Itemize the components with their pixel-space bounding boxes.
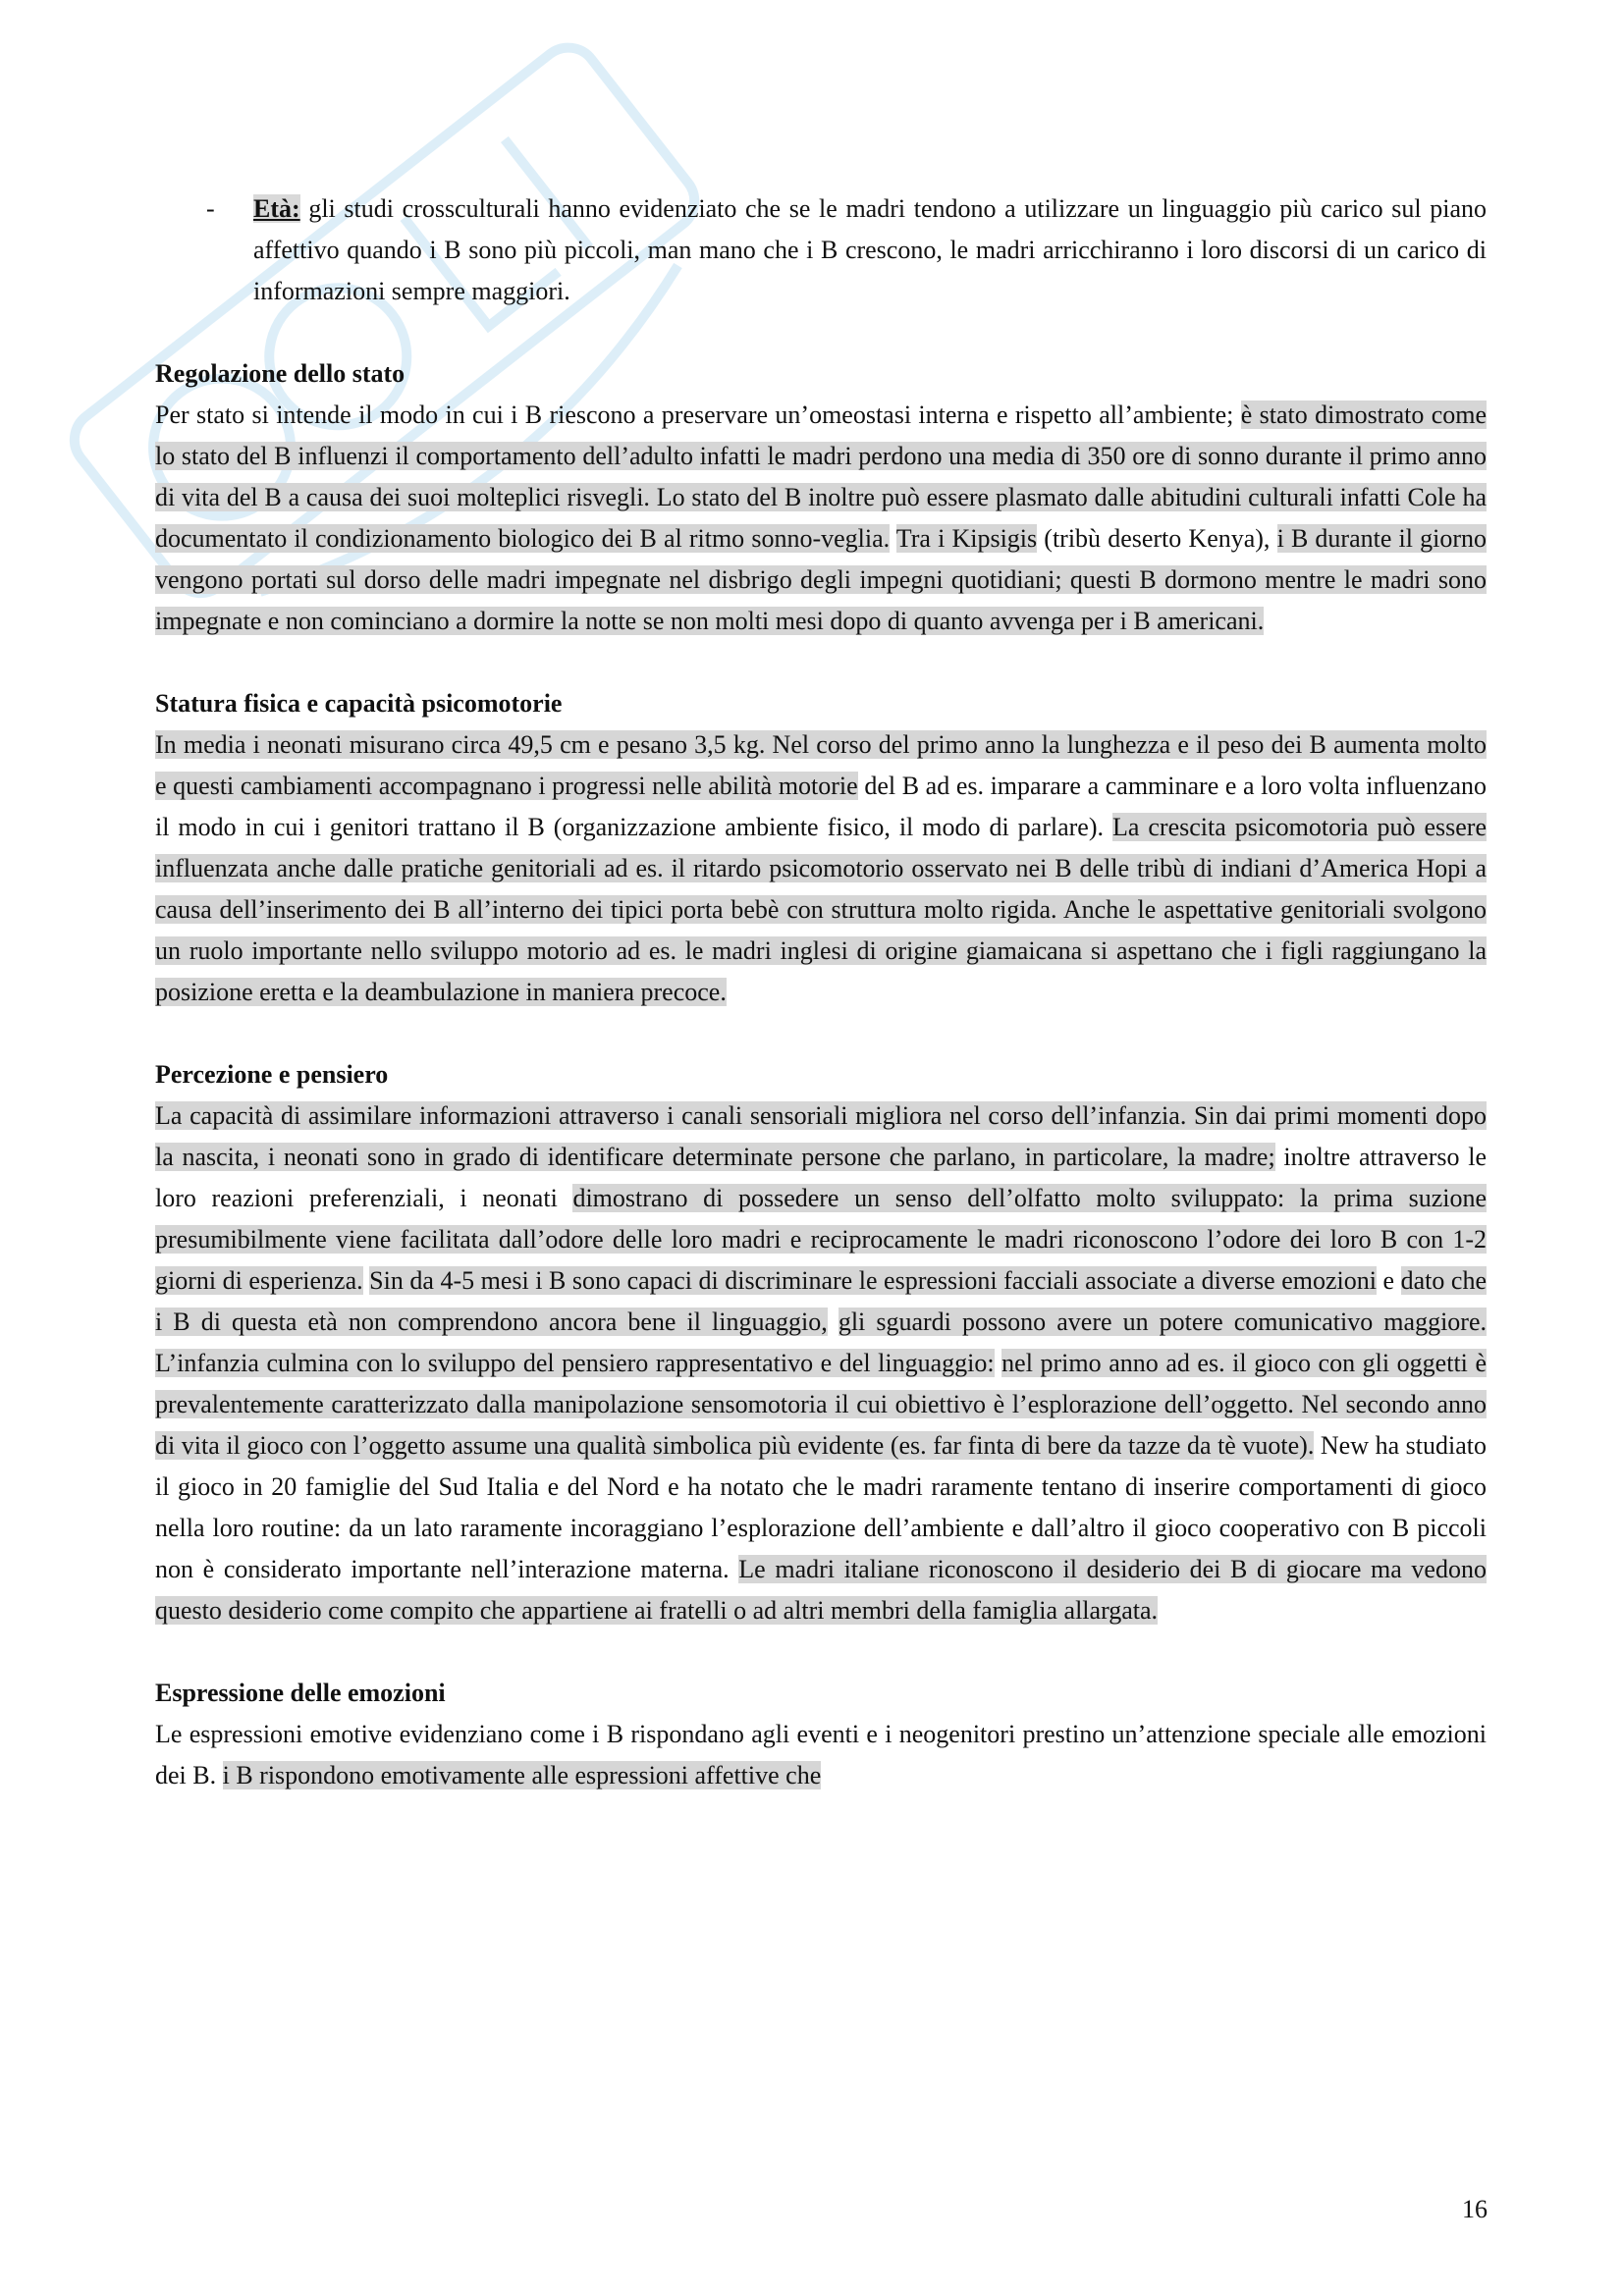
section-heading: Percezione e pensiero [155,1060,389,1089]
text-run: e [1377,1266,1401,1295]
highlighted-text: Sin da 4-5 mesi i B sono capaci di discriminare le espressioni facciali associate a diverse emozioni [369,1266,1377,1295]
highlighted-text: In media i neonati misurano circa 49,5 cm e pesano 3,5 kg. Nel corso del primo anno la lunghezza e il peso dei B aumenta molto e questi cambiamenti accompagnano i progressi nelle abilità motorie [155,730,1487,800]
page-number: 16 [1462,2195,1488,2223]
section-paragraph [155,724,1487,1013]
highlighted-text: i B durante il giorno vengono portati sul dorso delle madri impegnate nel disbrigo degli impegni quotidiani; questi B dormono mentre le madri sono impegnate e non cominciano a dormire la notte se non molti mesi dopo di quanto avvenga per i B americani. [155,524,1487,635]
text-run: Per stato si intende il modo in cui i B riescono a preservare un’omeostasi interna e rispetto all’ambiente; [155,400,1241,429]
highlighted-text: L’infanzia culmina con lo sviluppo del pensiero rappresentativo e del linguaggio: [155,1349,995,1377]
section-paragraph [155,395,1487,642]
highlighted-text: La crescita psicomotoria può essere influenzata anche dalle pratiche genitoriali ad es. il ritardo psicomotorio osservato nei B delle tribù di indiani d’America Hopi a causa dell’inserimento dei B all’interno dei tipici porta bebè con struttura molto rigida. Anche le aspettative genitoriali svolgono un ruolo importante nello sviluppo motorio ad es. le madri inglesi di origine giamaicana si aspettano che i figli raggiungano la posizione eretta e la deambulazione in maniera precoce. [155,813,1487,1006]
section-paragraph [155,1714,1487,1796]
text-run: inoltre attraverso le loro reazioni preferenziali, i neonati [155,1143,1487,1212]
section-regolazione-dello-stato [155,353,1487,642]
section-heading: Espressione delle emozioni [155,1679,446,1707]
bullet-label: Età: [253,194,300,223]
highlighted-text: nel primo anno ad es. il gioco con gli oggetti è prevalentemente caratterizzato dalla manipolazione sensomotoria il cui obiettivo è l’esplorazione dell’oggetto. Nel secondo anno di vita il gioco con l’oggetto assume una qualità simbolica più evidente (es. far finta di bere da tazze da tè vuote). [155,1349,1488,1460]
bullet-eta [155,188,1487,312]
section-percezione-e-pensiero [155,1054,1487,1631]
section-paragraph [155,1095,1487,1631]
highlighted-text: Tra i Kipsigis [895,524,1038,553]
text-run: Le espressioni emotive evidenziano come i B rispondano agli eventi e i neogenitori prestino un’attenzione speciale alle emozioni dei B. [155,1720,1487,1789]
section-heading: Statura fisica e capacità psicomotorie [155,689,563,718]
sections-container [155,353,1487,1796]
highlighted-text: gli sguardi possono avere un potere comunicativo maggiore. [838,1308,1487,1336]
text-run [828,1308,839,1336]
highlighted-text: La capacità di assimilare informazioni attraverso i canali sensoriali migliora nel corso dell’infanzia. Sin dai primi momenti dopo la nascita, i neonati sono in grado di identificare determinate persone che parlano, in particolare, la madre; [155,1101,1487,1171]
bullet-text: gli studi crossculturali hanno evidenziato che se le madri tendono a utilizzare un linguaggio più carico sul piano affettivo quando i B sono più piccoli, man mano che i B crescono, le madri arricchiranno i loro discorsi di un carico di informazioni sempre maggiori. [253,194,1487,305]
section-espressione-delle-emozioni [155,1673,1487,1796]
text-run: (tribù deserto Kenya), [1037,524,1277,553]
bullet-dash: - [206,194,215,223]
section-statura-fisica-e-capacita-psicomotorie [155,683,1487,1013]
text-run: New ha studiato il gioco in 20 famiglie del Sud Italia e del Nord e ha notato che le madri raramente tentano di inserire comportamenti di gioco nella loro routine: da un lato raramente incoraggiano l’esplorazione dell’ambiente e dall’altro il gioco cooperativo con B piccoli non è considerato importante nell’interazione materna. [155,1431,1487,1583]
highlighted-text: dato che i B di questa età non comprendono ancora bene il linguaggio, [155,1266,1488,1336]
section-heading: Regolazione dello stato [155,359,406,388]
highlighted-text: Le madri italiane riconoscono il desiderio dei B di giocare ma vedono questo desiderio come compito che appartiene ai fratelli o ad altri membri della famiglia allargata. [155,1555,1487,1625]
text-run [890,524,896,553]
highlighted-text: è stato dimostrato come lo stato del B influenzi il comportamento dell’adulto infatti le madri perdono una media di 350 ore di sonno durante il primo anno di vita del B a causa dei suoi molteplici risvegli. Lo stato del B inoltre può essere plasmato dalle abitudini culturali infatti Cole ha documentato il condizionamento biologico dei B al ritmo sonno-veglia. [155,400,1487,553]
highlighted-text: i B rispondono emotivamente alle espressioni affettive che [222,1761,822,1789]
highlighted-text: dimostrano di possedere un senso dell’olfatto molto sviluppato: la prima suzione presumibilmente viene facilitata dall’odore delle loro madri e reciprocamente le madri riconoscono l’odore dei loro B con 1-2 giorni di esperienza. [155,1184,1487,1295]
text-run: del B ad es. imparare a camminare e a loro volta influenzano il modo in cui i genitori trattano il B (organizzazione ambiente fisico, il modo di parlare). [155,772,1487,841]
page-content [155,188,1487,1796]
